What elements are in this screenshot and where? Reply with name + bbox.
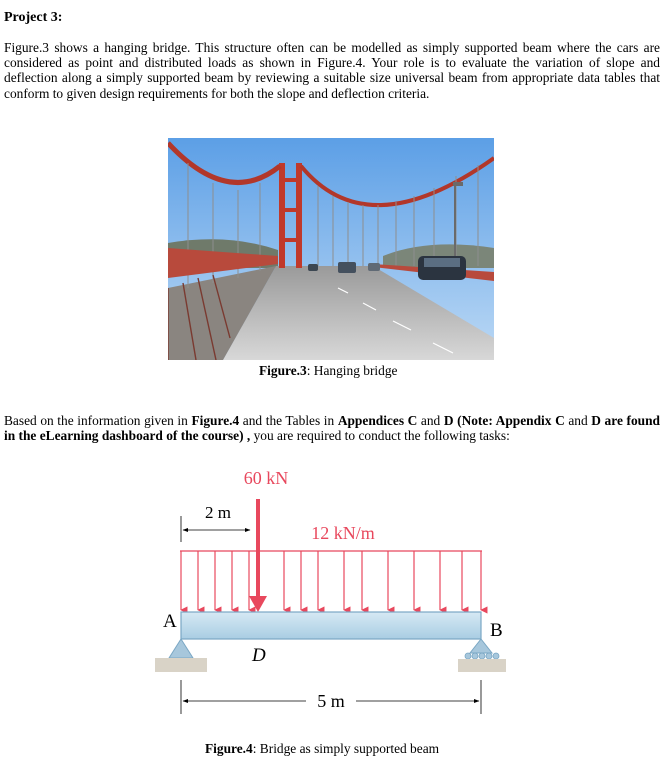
project-heading: Project 3: — [4, 10, 63, 25]
figure4-caption-label: Figure.4 — [205, 741, 253, 756]
figure3-ref: Figure.3 — [4, 40, 50, 55]
distributed-load-label: 12 kN/m — [311, 523, 375, 543]
dim-2m-label: 2 m — [205, 503, 231, 522]
beam-diagram-svg — [140, 462, 520, 727]
bridge-photo-svg — [168, 138, 494, 360]
dim-5m-label: 5 m — [317, 691, 345, 711]
intro-text-b: . Your role is to evaluate the variation of slope and deflection along a simply supported beam by reviewing a suitable size universal beam from appropriate data tables that conform to given design requirements for both the slope and deflection criteria. — [4, 55, 661, 101]
udl-arrows — [181, 551, 481, 610]
bridge-photo — [168, 138, 494, 360]
ground-a — [155, 658, 207, 672]
figure3-caption — [259, 363, 397, 379]
beam — [181, 612, 481, 639]
task-b2: Appendices C — [337, 413, 418, 428]
roller-wheels — [465, 653, 499, 659]
task-b1: Figure.4 — [191, 413, 240, 428]
point-load-label: 60 kN — [243, 468, 289, 488]
figure4-caption-text: : Bridge as simply supported beam — [252, 741, 440, 756]
beam-figure — [140, 462, 520, 727]
task-t3: and — [417, 413, 444, 428]
figure4-caption — [205, 741, 439, 757]
pin-support-a — [169, 639, 193, 658]
task-b4: D are found in the eLearning dashboard of the course) , — [4, 413, 660, 444]
intro-paragraph — [4, 40, 660, 101]
intro-text-a: shows a hanging bridge. This structure often can be modelled as simply supported beam where the cars are considered as point and distributed loads as shown in — [4, 40, 660, 71]
point-load-arrowhead — [249, 596, 267, 612]
point-d-label: D — [252, 645, 266, 666]
task-t1: Based on the information given in — [4, 413, 192, 428]
task-t4: and — [564, 413, 592, 428]
figure3-caption-text: : Hanging bridge — [306, 363, 398, 378]
figure3-caption-label: Figure.3 — [259, 363, 307, 378]
figure4-ref: Figure.4 — [317, 55, 363, 71]
roller-support-b — [470, 639, 492, 653]
support-a-label: A — [163, 611, 177, 632]
task-t5: you are required to conduct the following tasks: — [250, 428, 510, 444]
support-b-label: B — [490, 620, 503, 641]
task-t2: and the Tables in — [239, 413, 338, 428]
task-b3: D (Note: Appendix C — [443, 413, 565, 428]
task-paragraph — [4, 413, 660, 443]
ground-b — [458, 659, 506, 672]
